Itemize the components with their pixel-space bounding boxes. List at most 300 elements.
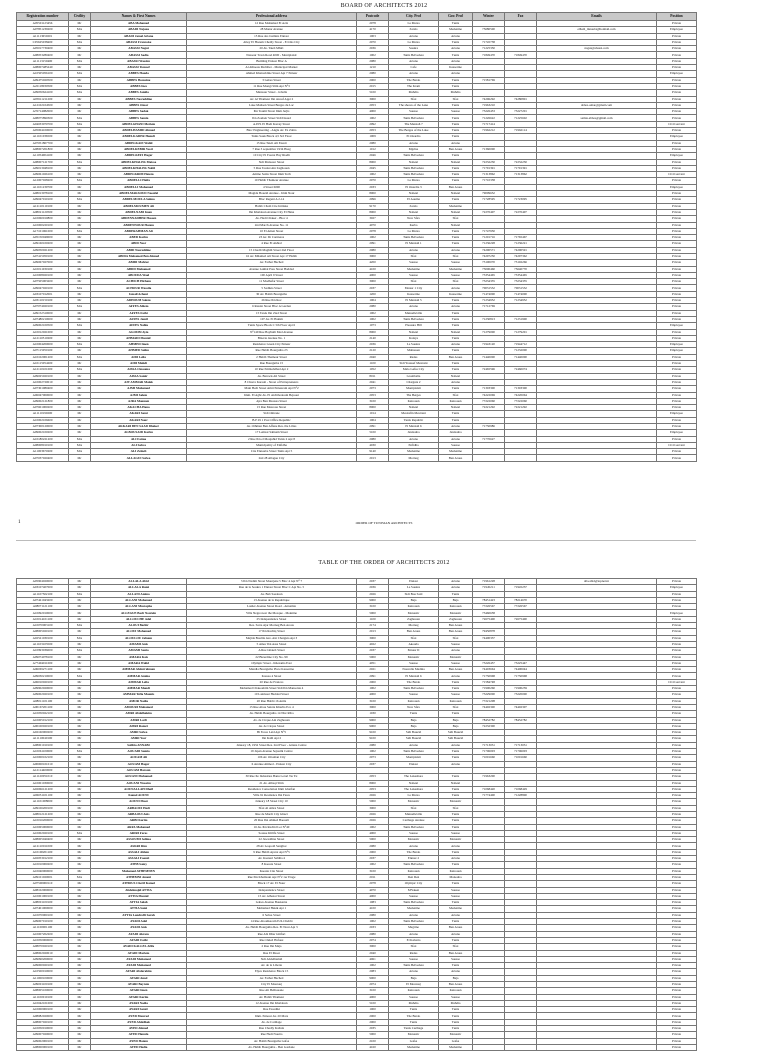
- cell-name: ARFA Mohamed: [91, 824, 187, 830]
- cell-governorate: Ariana: [439, 436, 473, 442]
- cell-registration-number: A10180221200: [17, 436, 69, 442]
- cell-governorate: Ariana: [439, 585, 473, 591]
- cell-name: ARBAOUI Hedi: [91, 805, 187, 811]
- cell-address: Av. Hedi Chaker - Bloc 4: [187, 216, 357, 222]
- cell-governorate: Kairouan: [439, 988, 473, 994]
- cell-city: La Soukra: [389, 585, 439, 591]
- cell-name: AHMADI Mounir: [91, 335, 187, 341]
- cell-civility: Mrs: [69, 367, 91, 373]
- cell-governorate: Ariana: [439, 379, 473, 385]
- cell-name: ABASSI Sadia: [91, 52, 187, 58]
- table-header-row: [17, 13, 697, 21]
- cell-civility: Mr: [69, 146, 91, 152]
- cell-position: Private: [657, 654, 697, 660]
- cell-name: ABADI Najoua: [91, 27, 187, 33]
- cell-phone: 77226567: [473, 604, 505, 610]
- cell-registration-number: A08007020100: [17, 1019, 69, 1025]
- cell-phone: 73354465: [473, 272, 505, 278]
- cell-civility: Mr: [69, 222, 91, 228]
- cell-city: Medenine: [389, 449, 439, 455]
- cell-name: ABOUDA Wael: [91, 272, 187, 278]
- cell-registration-number: A08007201800: [17, 146, 69, 152]
- cell-name: ABDELLI Mohamed: [91, 184, 187, 190]
- cell-postcode: 1002: [357, 919, 389, 925]
- cell-governorate: Ariana: [439, 140, 473, 146]
- cell-position: Private: [657, 604, 697, 610]
- cell-fax: 71231900: [505, 316, 537, 322]
- cell-registration-number: A12110110100: [17, 203, 69, 209]
- cell-address: 14 Rue Aboulkacem Ech-Chebbi: [187, 919, 357, 925]
- cell-postcode: 9100: [357, 736, 389, 742]
- cell-postcode: 2000: [357, 77, 389, 83]
- cell-phone: 71728595: [473, 197, 505, 203]
- cell-registration-number: A12102104500: [17, 102, 69, 108]
- cell-position: Private: [657, 912, 697, 918]
- cell-postcode: 2174: [357, 623, 389, 629]
- cell-position: Private: [657, 379, 697, 385]
- cell-name: ABID Nasreddine: [91, 247, 187, 253]
- cell-position: Private: [657, 818, 697, 824]
- cell-city: The shores of the Lake: [389, 102, 439, 108]
- cell-registration-number: A10011030100: [17, 266, 69, 272]
- cell-governorate: Nabeul: [439, 373, 473, 379]
- cell-governorate: Tunis: [439, 172, 473, 178]
- cell-governorate: Sousse: [439, 660, 473, 666]
- cell-postcode: 1000: [357, 1007, 389, 1013]
- cell-civility: Mr: [69, 140, 91, 146]
- cell-address: 23 Av. Dr Carnieres: [187, 235, 357, 241]
- cell-governorate: Tunis: [439, 241, 473, 247]
- cell-name: ABADI Jamel Ariana: [91, 33, 187, 39]
- cell-governorate: Tunis: [439, 367, 473, 373]
- cell-position: Private: [657, 424, 697, 430]
- cell-name: ABDELNABI Imen: [91, 209, 187, 215]
- cell-name: ALLANI Mustapha: [91, 604, 187, 610]
- cell-city: Tunis Belvedere: [389, 153, 439, 159]
- cell-position: Private: [657, 755, 697, 761]
- cell-registration-number: A09007020000: [17, 1032, 69, 1038]
- cell-position: Private: [657, 824, 697, 830]
- cell-phone: 71747950: [473, 228, 505, 234]
- cell-address: 17 Lemsat Sahnam Street: [187, 430, 357, 436]
- cell-city: Mornag: [389, 455, 439, 461]
- cell-phone: 71303300: [473, 386, 505, 392]
- cell-civility: Mrs: [69, 436, 91, 442]
- cell-address: 10 City El Fourat Hay Riadh: [187, 153, 357, 159]
- cell-governorate: Kasserine: [439, 291, 473, 297]
- cell-city: Tunis Belvedere: [389, 165, 439, 171]
- cell-civility: Mrs: [69, 304, 91, 310]
- cell-position: Employee: [657, 71, 697, 77]
- cell-civility: Mr: [69, 755, 91, 761]
- cell-registration-number: A08005100000: [17, 988, 69, 994]
- cell-position: Employee: [657, 585, 697, 591]
- cell-registration-number: A17101061000: [17, 228, 69, 234]
- cell-postcode: 4000: [357, 830, 389, 836]
- cell-registration-number: A11113650201: [17, 33, 69, 39]
- cell-phone: 71313862: [473, 172, 505, 178]
- cell-postcode: 4030: [357, 442, 389, 448]
- cell-position: Private: [657, 272, 697, 278]
- cell-address: City El Mourouj: [187, 982, 357, 988]
- cell-name: AFFES Ahlem: [91, 304, 187, 310]
- cell-governorate: Tunis: [439, 52, 473, 58]
- cell-postcode: 1002: [357, 749, 389, 755]
- cell-phone: 74400337: [473, 635, 505, 641]
- cell-postcode: 2053: [357, 102, 389, 108]
- cell-governorate: Tunis: [439, 1007, 473, 1013]
- cell-address: Al Alhaous Mobilier - Municipal Market: [187, 65, 357, 71]
- cell-position: Private: [657, 266, 697, 272]
- cell-civility: Mr: [69, 730, 91, 736]
- cell-position: Private: [657, 698, 697, 704]
- cell-registration-number: A08053280400: [17, 52, 69, 58]
- cell-fax: 73234335: [505, 279, 537, 285]
- cell-name: ARBI Karim: [91, 818, 187, 824]
- cell-registration-number: A09030210000: [17, 673, 69, 679]
- cell-registration-number: A10993036000: [17, 648, 69, 654]
- cell-postcode: 4160: [357, 1044, 389, 1050]
- cell-phone: 71201716: [473, 235, 505, 241]
- cell-phone: 77222060: [473, 398, 505, 404]
- cell-address: 8 Kaouia Street: [187, 862, 357, 868]
- cell-postcode: 4061: [357, 956, 389, 962]
- cell-fax: 74402307: [505, 704, 537, 710]
- cell-fax: 72270407: [505, 209, 537, 215]
- cell-postcode: 1002: [357, 686, 389, 692]
- cell-position: Private: [657, 335, 697, 341]
- page-number: 1: [18, 520, 21, 525]
- cell-civility: Mr: [69, 77, 91, 83]
- cell-postcode: 2037: [357, 648, 389, 654]
- cell-address: 20 Rue de Frances: [187, 679, 357, 685]
- cell-registration-number: A08005040400: [17, 837, 69, 843]
- cell-postcode: 2041: [357, 379, 389, 385]
- cell-civility: Mrs: [69, 121, 91, 127]
- cell-city: Nabeul: [389, 159, 439, 165]
- cell-governorate: Sfax: [439, 805, 473, 811]
- cell-position: Private: [657, 874, 697, 880]
- cell-registration-number: A12110510200: [17, 335, 69, 341]
- cell-address: 3 Gabes Street: [187, 77, 357, 83]
- cell-postcode: 2091: [357, 673, 389, 679]
- cell-position: Private: [657, 222, 697, 228]
- cell-governorate: Ariana: [439, 969, 473, 975]
- cell-city: Kairouan: [389, 398, 439, 404]
- cell-position: Private: [657, 736, 697, 742]
- cell-postcode: 5100: [357, 1000, 389, 1006]
- cell-name: AYADI Adel: [91, 919, 187, 925]
- cell-position: Private: [657, 398, 697, 404]
- cell-civility: Mr: [69, 203, 91, 209]
- cell-position: Private: [657, 291, 697, 297]
- cell-postcode: 1004: [357, 298, 389, 304]
- cell-fax: 71900259: [505, 686, 537, 692]
- cell-registration-number: A09000020100: [17, 963, 69, 969]
- cell-registration-number: A05501123456: [17, 21, 69, 27]
- cell-registration-number: A10004200000: [17, 342, 69, 348]
- cell-civility: Mr: [69, 310, 91, 316]
- cell-civility: Mr: [69, 386, 91, 392]
- cell-postcode: 2100: [357, 1038, 389, 1044]
- cell-postcode: 3100: [357, 604, 389, 610]
- cell-registration-number: A09047020100: [17, 285, 69, 291]
- cell-governorate: Nabeul: [439, 405, 473, 411]
- cell-position: Private: [657, 216, 697, 222]
- cell-name: AMRI Ramzi: [91, 723, 187, 729]
- cell-postcode: 1002: [357, 862, 389, 868]
- cell-city: Nabeul: [389, 405, 439, 411]
- cell-address: Av. Habib Bourguiba Gafsa: [187, 1038, 357, 1044]
- cell-name: AOUANI Wassim: [91, 780, 187, 786]
- cell-address: Av. Farhat Hached: [187, 975, 357, 981]
- cell-position: Private: [657, 102, 697, 108]
- cell-postcode: 5100: [357, 90, 389, 96]
- cell-postcode: 2083: [357, 969, 389, 975]
- cell-governorate: Ben Arous: [439, 629, 473, 635]
- cell-address: Tunis Souk Block 4,5 3rd Floor: [187, 134, 357, 140]
- cell-position: Private: [657, 329, 697, 335]
- cell-registration-number: A07074020100: [17, 304, 69, 310]
- cell-address: Rue Abi Dhar Ghifari: [187, 931, 357, 937]
- cell-fax: 74220064: [505, 392, 537, 398]
- cell-registration-number: A07851239200: [17, 27, 69, 33]
- cell-postcode: 1002: [357, 824, 389, 830]
- cell-postcode: 3000: [357, 704, 389, 710]
- cell-city: Ennasr: [389, 761, 439, 767]
- cell-city: Mahdia: [389, 1000, 439, 1006]
- cell-address: Res. Sarra Ajar Mornag Ben Arous: [187, 623, 357, 629]
- cell-registration-number: A09002100200: [17, 430, 69, 436]
- cell-address: Building Ennasr Bloc A: [187, 58, 357, 64]
- cell-civility: Mr: [69, 134, 91, 140]
- cell-civility: Mr: [69, 1019, 91, 1025]
- cell-civility: Mr: [69, 1044, 91, 1050]
- cell-position: Private: [657, 128, 697, 134]
- cell-registration-number: A07601000200: [17, 405, 69, 411]
- cell-governorate: Sousse: [439, 109, 473, 115]
- cell-registration-number: A11120051010: [17, 774, 69, 780]
- cell-phone: 71962212: [473, 128, 505, 134]
- cell-city: Beja: [389, 597, 439, 603]
- cell-governorate: Medenine: [439, 27, 473, 33]
- cell-position: Employee: [657, 153, 697, 159]
- cell-name: Mohamed ATHEMNEN: [91, 868, 187, 874]
- cell-civility: Mrs: [69, 442, 91, 448]
- cell-registration-number: A11054004100: [17, 153, 69, 159]
- cell-position: Private: [657, 742, 697, 748]
- cell-governorate: Sfax: [439, 635, 473, 641]
- cell-registration-number: A09013048100: [17, 165, 69, 171]
- cell-phone: 72270407: [473, 209, 505, 215]
- cell-postcode: 3100: [357, 868, 389, 874]
- cell-city: Mornag: [389, 623, 439, 629]
- cell-registration-number: A10016200000: [17, 818, 69, 824]
- cell-fax: 71303300: [505, 386, 537, 392]
- cell-fax: 72675400: [505, 616, 537, 622]
- cell-registration-number: A10061100000: [17, 749, 69, 755]
- column-header-governorate: Gov. Prof: [439, 13, 473, 21]
- cell-address: Block 17 Av. El Nour: [187, 881, 357, 887]
- cell-registration-number: A11113150400: [17, 58, 69, 64]
- cell-fax: 77226567: [505, 604, 537, 610]
- cell-registration-number: A11000100000: [17, 975, 69, 981]
- cell-registration-number: A09475020500: [17, 77, 69, 83]
- cell-postcode: 8000: [357, 780, 389, 786]
- cell-position: Private: [657, 279, 697, 285]
- cell-registration-number: A10050010000: [17, 1026, 69, 1032]
- cell-governorate: Sfax: [439, 216, 473, 222]
- cell-email: samia.abbes@gmail.com: [537, 115, 657, 121]
- cell-governorate: Ariana: [439, 856, 473, 862]
- cell-governorate: Medenine: [439, 1044, 473, 1050]
- cell-position: Private: [657, 1000, 697, 1006]
- cell-name: AMMAR Amina: [91, 673, 187, 679]
- cell-civility: Mr: [69, 711, 91, 717]
- cell-city: The Berges of the Lake: [389, 128, 439, 134]
- cell-postcode: 1100: [357, 616, 389, 622]
- cell-address: 25 Independence Street: [187, 616, 357, 622]
- cell-position: Private: [657, 799, 697, 805]
- cell-name: AYARI Amel: [91, 975, 187, 981]
- cell-registration-number: A10050022100: [17, 711, 69, 717]
- cell-address: Habib Chatti Cite Intilaka: [187, 203, 357, 209]
- cell-civility: Mr: [69, 667, 91, 673]
- cell-city: Tunis Belvedere: [389, 862, 439, 868]
- cell-civility: Mrs: [69, 874, 91, 880]
- cell-postcode: 2053: [357, 774, 389, 780]
- cell-city: El Menzah 5: [389, 298, 439, 304]
- cell-position: Private: [657, 367, 697, 373]
- cell-address: Gabes Avenue Boukarna: [187, 900, 357, 906]
- cell-governorate: Tunis: [439, 178, 473, 184]
- cell-name: AMARA Walid: [91, 660, 187, 666]
- cell-governorate: Tunis: [439, 900, 473, 906]
- cell-position: Private: [657, 1044, 697, 1050]
- cell-address: Sousse Khlifa Street: [187, 830, 357, 836]
- cell-city: El Menzah 1: [389, 241, 439, 247]
- cell-email: abbes.omar@gmail.com: [537, 102, 657, 108]
- cell-address: 10 Lanmout Haddad Street: [187, 692, 357, 698]
- cell-city: Montplaisir: [389, 386, 439, 392]
- cell-postcode: 2053: [357, 786, 389, 792]
- cell-civility: Mr: [69, 102, 91, 108]
- cell-governorate: Tunis: [439, 21, 473, 27]
- cell-postcode: 1004: [357, 417, 389, 423]
- cell-city: El Menzah 6: [389, 424, 439, 430]
- cell-registration-number: A10000220100: [17, 222, 69, 228]
- cell-address: Main Hedi Street Amri Ennasrain Apt N°2: [187, 386, 357, 392]
- cell-city: Jendouba: [389, 430, 439, 436]
- cell-position: Private: [657, 253, 697, 259]
- cell-position: Private: [657, 361, 697, 367]
- cell-position: Private: [657, 140, 697, 146]
- cell-name: AYADI Mariem: [91, 950, 187, 956]
- cell-civility: Mr: [69, 900, 91, 906]
- cell-name: AKARI Nour: [91, 417, 187, 423]
- cell-name: AYED Mourad: [91, 1013, 187, 1019]
- cell-postcode: 2073: [357, 386, 389, 392]
- cell-address: Av. Habib Bourguiba - Ben Gardane: [187, 1044, 357, 1050]
- cell-city: Cafe: [389, 65, 439, 71]
- cell-civility: Mr: [69, 96, 91, 102]
- cell-civility: Mrs: [69, 71, 91, 77]
- cell-governorate: Tunis: [439, 310, 473, 316]
- cell-civility: Mr: [69, 604, 91, 610]
- cell-address: Mohamed Chakoubim Street Sidi Ibn Mansonia 4: [187, 686, 357, 692]
- cell-city: Sousse: [389, 660, 439, 666]
- cell-name: ABBES Ines: [91, 83, 187, 89]
- cell-address: Av. de la Liberte: [187, 963, 357, 969]
- cell-name: ATTIA Sami: [91, 906, 187, 912]
- cell-position: Private: [657, 805, 697, 811]
- cell-postcode: 2053: [357, 128, 389, 134]
- cell-registration-number: A10505056100: [17, 71, 69, 77]
- cell-phone: 71770627: [473, 436, 505, 442]
- cell-civility: Mr: [69, 1013, 91, 1019]
- cell-governorate: Ariana: [439, 673, 473, 679]
- cell-registration-number: A09050021200: [17, 247, 69, 253]
- cell-civility: Mr: [69, 692, 91, 698]
- cell-position: Private: [657, 856, 697, 862]
- cell-civility: Mr: [69, 988, 91, 994]
- cell-position: Private: [657, 641, 697, 647]
- cell-name: ABIDI Mahrez: [91, 260, 187, 266]
- cell-civility: Mr: [69, 956, 91, 962]
- cell-city: Mutuelleville: [389, 811, 439, 817]
- architects-table: [16, 12, 697, 462]
- cell-fax: 73225447: [505, 660, 537, 666]
- cell-name: ABDELHAMID Ahmed: [91, 128, 187, 134]
- cell-civility: Mr: [69, 856, 91, 862]
- cell-position: Private: [657, 937, 697, 943]
- cell-city: Beja: [389, 975, 439, 981]
- cell-name: ALLANI Mohamed: [91, 597, 187, 603]
- cell-position: Private: [657, 900, 697, 906]
- cell-governorate: Tunis: [439, 411, 473, 417]
- cell-phone: 75680500: [473, 27, 505, 33]
- cell-phone: 71712769: [473, 304, 505, 310]
- cell-civility: Mr: [69, 654, 91, 660]
- cell-name: AFFES Nahla: [91, 323, 187, 329]
- cell-postcode: 2026: [357, 591, 389, 597]
- cell-city: Monastir: [389, 799, 439, 805]
- cell-position: Private: [657, 648, 697, 654]
- cell-civility: Mr: [69, 881, 91, 887]
- cell-governorate: Ariana: [439, 648, 473, 654]
- cell-city: Ariana: [389, 247, 439, 253]
- cell-name: AHMED Salim: [91, 348, 187, 354]
- cell-fax: 71750968: [505, 673, 537, 679]
- cell-address: Ajra Ben Moussa Street: [187, 398, 357, 404]
- cell-address: Av. de Carthage: [187, 1019, 357, 1025]
- cell-governorate: Ariana: [439, 304, 473, 310]
- cell-registration-number: A09001100100: [17, 982, 69, 988]
- cell-fax: 71849470: [505, 52, 537, 58]
- cell-city: La Marsa: [389, 178, 439, 184]
- cell-phone: 71360000: [473, 146, 505, 152]
- cell-postcode: 9000: [357, 975, 389, 981]
- cell-address: Amine Saida Street Imm Tech: [187, 172, 357, 178]
- cell-fax: 71228800: [505, 793, 537, 799]
- cell-city: Sfax: [389, 253, 439, 259]
- column-header-phone: Winter: [473, 13, 505, 21]
- cell-civility: Mrs: [69, 354, 91, 360]
- cell-civility: Mr: [69, 21, 91, 27]
- cell-position: Private: [657, 837, 697, 843]
- cell-governorate: Tunis: [439, 417, 473, 423]
- cell-position: Private: [657, 704, 697, 710]
